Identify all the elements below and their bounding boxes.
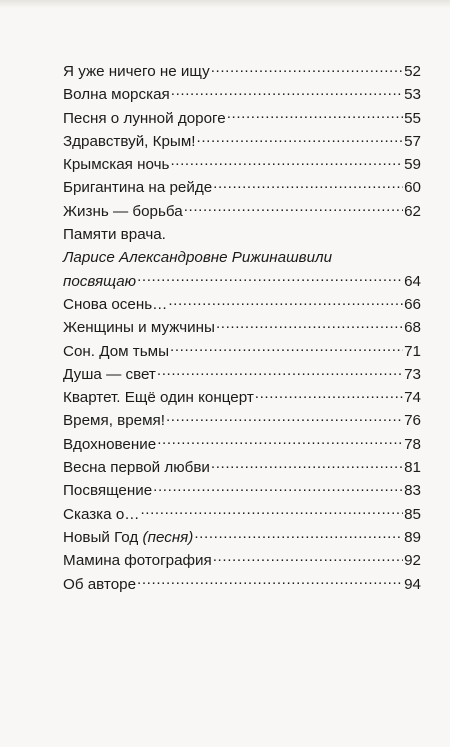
toc-entry [63,549,421,572]
toc-entry [63,130,421,153]
toc-entry-page: 73 [404,365,421,383]
toc-entry [63,293,421,316]
toc-entry [63,573,421,596]
toc-entry [63,409,421,432]
toc-entry-page: 52 [404,63,421,80]
toc-entry-title: Сон. Дом тьмы [63,342,170,360]
leader-dots [227,107,403,122]
toc-entry-title [63,526,193,549]
leader-dots [211,61,403,76]
leader-dots [170,154,403,169]
toc-entry-page: 57 [404,132,421,150]
toc-entry-page: 71 [404,342,421,360]
toc-entry-title: Песня о лунной дороге [63,109,226,127]
toc-entry-title: Посвящение [63,482,153,500]
toc-entry [63,107,421,130]
table-of-contents [63,60,421,596]
toc-entry-title: Здравствуй, Крым! [63,132,196,150]
toc-entry [63,60,421,83]
leader-dots [153,480,403,495]
toc-entry [63,200,421,223]
toc-entry [63,83,421,106]
toc-entry-page: 92 [404,552,421,570]
toc-entry-title: Сказка о… [63,505,140,523]
toc-entry-page: 74 [404,389,421,407]
toc-entry-page: 62 [404,202,421,220]
toc-entry-page: 53 [404,86,421,104]
toc-entry-page: 59 [404,156,421,174]
toc-entry-page: 64 [404,272,421,290]
memorial-heading: Памяти врача. [63,226,166,244]
leader-dots [170,340,403,355]
new-year-title: Новый Год [63,528,139,546]
leader-dots [216,317,403,332]
toc-entry-page: 81 [404,459,421,477]
toc-entry-title: Волна морская [63,86,170,104]
leader-dots [213,177,403,192]
page-edge-shadow [0,0,450,8]
leader-dots [194,527,403,542]
toc-entry [63,270,421,293]
toc-entry-title: Время, время! [63,412,165,430]
toc-entry-title: Мамина фотография [63,552,212,570]
leader-dots [140,503,403,518]
song-note: (песня) [142,528,194,546]
toc-entry-title: Женщины и мужчины [63,319,215,337]
toc-entry-title: Жизнь — борьба [63,202,183,220]
toc-entry [63,526,421,549]
toc-entry-page: 83 [404,482,421,500]
toc-entry-title: Я уже ничего не ищу [63,63,210,80]
toc-entry-page: 68 [404,319,421,337]
toc-entry [63,176,421,199]
toc-entry-title: Крымская ночь [63,156,170,174]
leader-dots [166,410,403,425]
toc-entry-title: Весна первой любви [63,459,210,477]
toc-entry-page: 85 [404,505,421,523]
toc-entry [63,363,421,386]
toc-entry [63,153,421,176]
memorial-dedicatee: Ларисе Александровне Рижинашвили [63,249,333,267]
leader-dots [157,364,403,379]
leader-dots [184,201,403,216]
toc-entry [63,503,421,526]
toc-entry-page: 94 [404,575,421,593]
toc-entry [63,340,421,363]
toc-entry [63,479,421,502]
toc-entry-page: 78 [404,435,421,453]
toc-entry [63,386,421,409]
toc-entry-title: Бригантина на рейде [63,179,213,197]
leader-dots [211,457,403,472]
leader-dots [255,387,403,402]
toc-entry-page: 55 [404,109,421,127]
leader-dots [197,131,404,146]
toc-entry [63,316,421,339]
leader-dots [168,294,403,309]
leader-dots [157,434,403,449]
leader-dots [137,270,403,285]
leader-dots [213,550,403,565]
toc-entry-page: 76 [404,412,421,430]
toc-entry-title: Квартет. Ещё один концерт [63,389,254,407]
toc-entry [63,456,421,479]
toc-entry-title: Вдохновение [63,435,157,453]
toc-entry-title: Снова осень… [63,295,168,313]
toc-entry-page: 60 [404,179,421,197]
memorial-dedication: посвящаю [63,272,137,290]
toc-entry [63,433,421,456]
toc-entry-title: Душа — свет [63,365,156,383]
toc-entry-page: 89 [404,528,421,546]
toc-entry-page: 66 [404,295,421,313]
leader-dots [171,84,403,99]
toc-entry-title: Об авторе [63,575,137,593]
leader-dots [137,573,403,588]
